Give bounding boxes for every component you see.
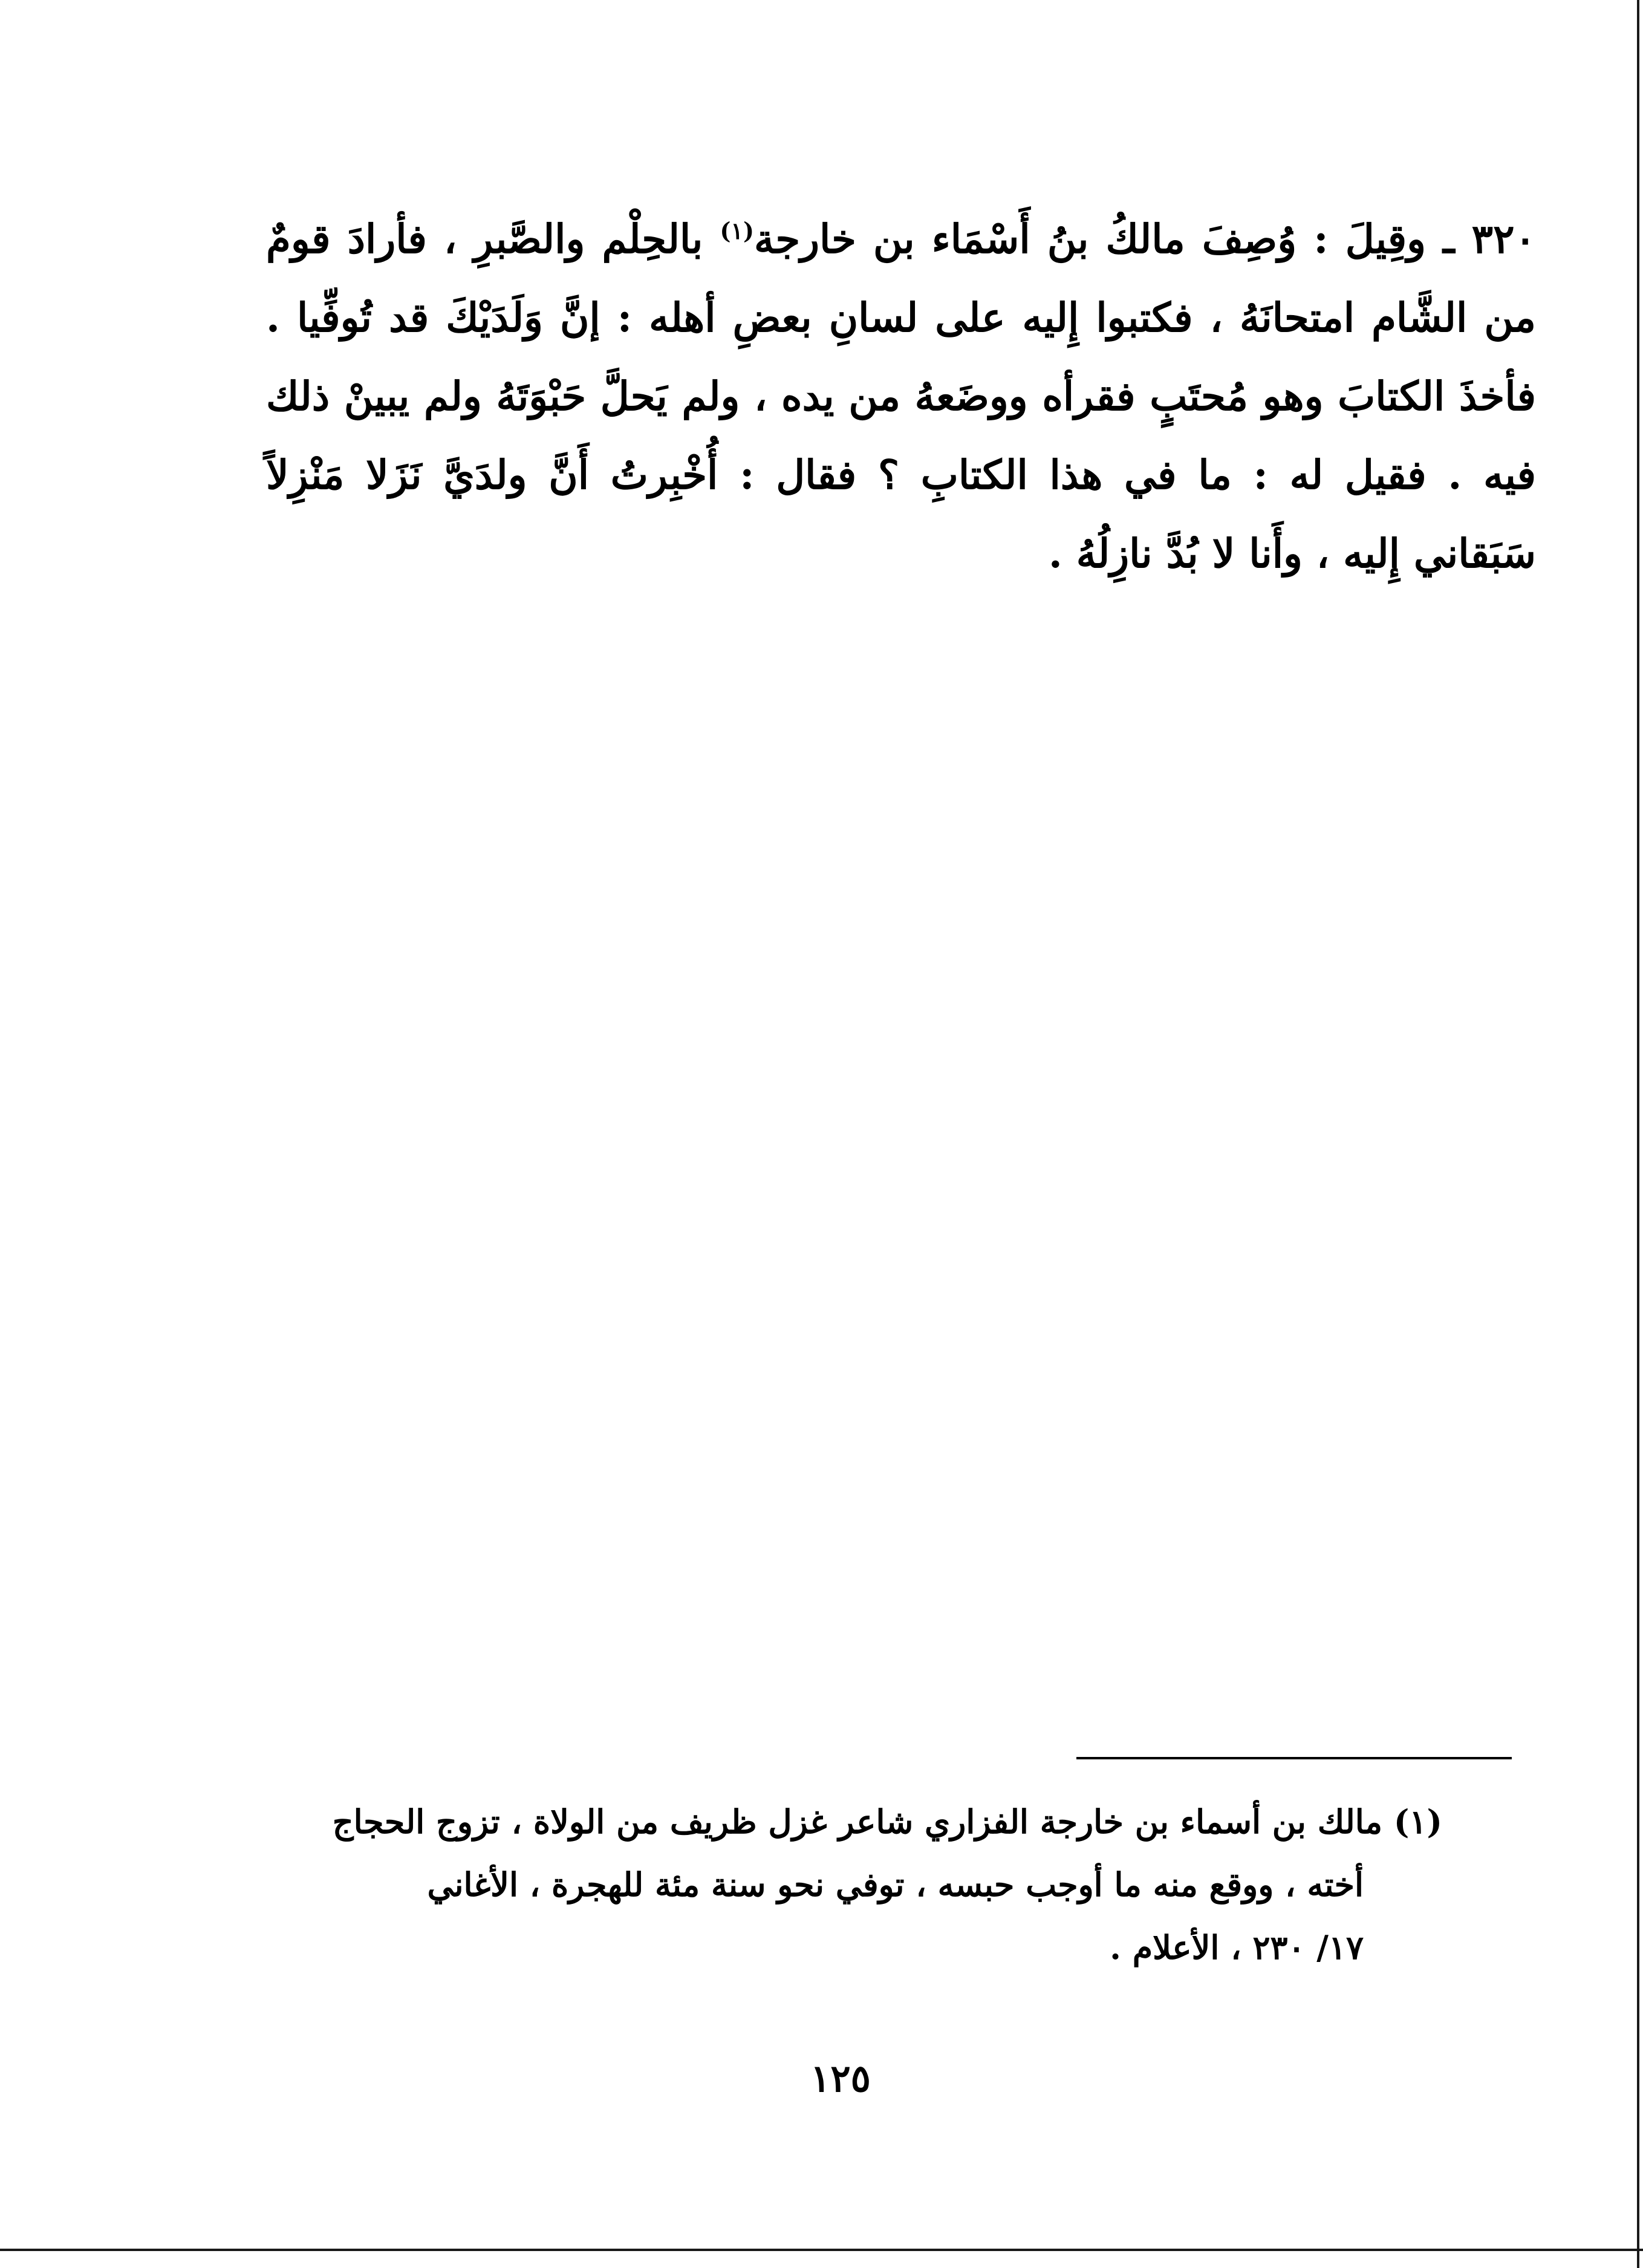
footnote-reference[interactable]: (١) [720,217,754,244]
footnote-line-3: ١٧/ ٢٣٠ ، الأعلام . [1110,1928,1364,1967]
page-number: ١٢٥ [810,2056,871,2100]
footnote-line-2: أخته ، ووقع منه ما أوجب حبسه ، توفي نحو سنة مئة للهجرة ، الأغاني [427,1865,1364,1904]
scan-right-edge [1637,0,1639,2268]
footnote-separator [1076,1757,1512,1759]
footnote-line-1: (١) مالك بن أسماء بن خارجة الفزاري شاعر غزل ظريف من الولاة ، تزوج الحجاج [332,1802,1442,1841]
paragraph-number: ٣٢٠ [1471,215,1536,262]
main-paragraph [266,200,1536,593]
paragraph-lead: ـ وقِيلَ : وُصِفَ مالكُ بنُ أَسْمَاء بن خارجة [753,215,1455,262]
paragraph-body: بالحِلْم والصَّبرِ ، فأرادَ قومٌ من الشَّام امتحانَهُ ، فكتبوا إِليه على لسانِ بعضِ أهله : إنَّ وَلَدَيْكَ قد تُوفِّيا . فأخذَ الكتابَ وهو مُحتَبٍ فقرأه ووضَعهُ من يده ، ولم يَحلَّ حَبْوَتَهُ ولم يبينْ ذلك فيه . فقيل له : ما في هذا الكتابِ ؟ فقال : أُخْبِرتُ أَنَّ ولدَيَّ نَزَلا مَنْزِلاً سَبَقاني إِليه ، وأَنا لا بُدَّ نازِلُهُ . [266,215,1536,577]
footnote [245,1790,1442,1979]
scan-bottom-edge [0,2249,1643,2251]
